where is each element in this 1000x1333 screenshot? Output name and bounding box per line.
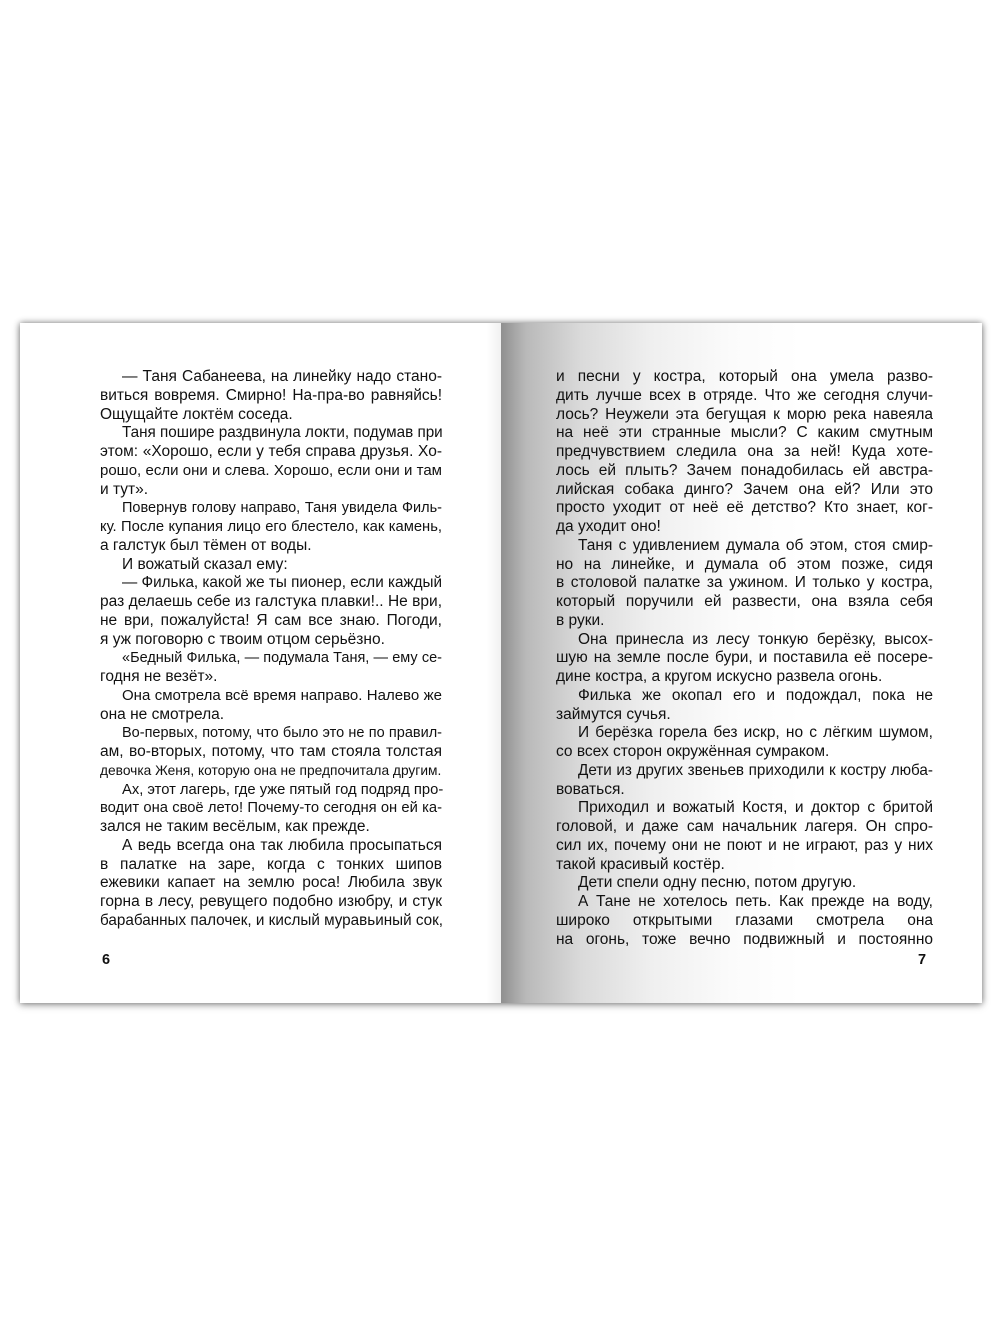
text-line: Дети спели одну песню, потом другую. bbox=[578, 874, 857, 892]
text-line: лийская собака динго? Зачем она ей? Или это bbox=[556, 480, 933, 498]
text-line: раз делаешь себе из галстука плавки!.. Не ври, bbox=[100, 593, 442, 610]
text-line: просто уходит от неё её детство? Кто знает, ког- bbox=[556, 499, 933, 517]
text-line: на огонь, тоже вечно подвижный и постоянно bbox=[556, 930, 933, 948]
text-line: а галстук был тёмен от воды. bbox=[100, 536, 312, 554]
text-line: головой, и даже сам начальник лагеря. Он спро- bbox=[556, 818, 933, 835]
text-line: А Тане не хотелось петь. Как прежде на воду, bbox=[578, 893, 933, 910]
text-line: — Филька, какой же ты пионер, если каждый bbox=[122, 574, 443, 592]
text-line: дить лучше всех в отряде. Что же сегодня случи- bbox=[556, 386, 933, 404]
text-line: зался не таким весёлым, как прежде. bbox=[100, 818, 370, 835]
open-book-spread bbox=[20, 323, 982, 1003]
text-line: девочка Женя, которую она не предпочитала другим. bbox=[100, 762, 442, 778]
text-line: и песни у костра, который она умела разво- bbox=[556, 368, 933, 385]
text-line: Таня с удивлением думала об этом, стоя смир- bbox=[578, 536, 933, 554]
gutter-shadow bbox=[486, 323, 501, 1003]
text-line: я уж поговорю с твоим отцом серьёзно. bbox=[100, 630, 385, 648]
text-line: Филька же окопал его и подождал, пока не bbox=[578, 686, 933, 704]
text-line: А ведь всегда она так любила просыпаться bbox=[122, 836, 442, 854]
text-line: годня не везёт». bbox=[100, 668, 218, 685]
text-line: горна в лесу, ревущего подобно изюбру, и стук bbox=[100, 893, 442, 910]
text-line: дине костра, а кругом искусно развела огонь. bbox=[556, 668, 883, 685]
text-line: Повернув голову направо, Таня увидела Филь- bbox=[122, 500, 442, 517]
right-page-text bbox=[556, 368, 933, 949]
text-line: этом: «Хорошо, если у тебя справа друзья. Хо- bbox=[100, 443, 442, 460]
right-page-number: 7 bbox=[918, 952, 927, 968]
text-line: Ах, этот лагерь, где уже пятый год подряд про- bbox=[122, 781, 444, 798]
text-line: шую на земле после бури, и поставила её посере- bbox=[556, 649, 933, 667]
text-line: «Бедный Филька, — подумала Таня, — ему се- bbox=[122, 650, 442, 667]
text-line: такой красивый костёр. bbox=[556, 855, 725, 873]
text-line: в палатке на заре, когда с тонких шипов bbox=[100, 855, 442, 873]
text-line: Она смотрела всё время направо. Налево же bbox=[122, 686, 442, 704]
left-page-number: 6 bbox=[102, 952, 111, 968]
text-line: водит она своё лето! Почему-то сегодня он ей ка- bbox=[100, 800, 442, 817]
text-line: ку. После купания лицо его блестело, как камень, bbox=[100, 519, 442, 535]
text-line: Ощущайте локтём соседа. bbox=[100, 405, 293, 423]
text-line: Дети из других звеньев приходили к костру люба- bbox=[578, 761, 933, 779]
left-page-text bbox=[100, 368, 442, 931]
text-line: предчувствием следила она за ней! Куда хоте- bbox=[556, 443, 933, 460]
text-line: лось ей плыть? Зачем понадобилась ей австра- bbox=[556, 461, 933, 479]
text-line: И берёзка горела без искр, но с лёгким шумом, bbox=[578, 724, 933, 742]
text-line: да уходит оно! bbox=[556, 518, 661, 535]
text-line: и тут». bbox=[100, 480, 149, 498]
text-line: но на линейке, и думала об этом позже, сидя bbox=[556, 555, 933, 573]
text-line: Таня пошире раздвинула локти, подумав при bbox=[122, 424, 443, 442]
text-line: — Таня Сабанеева, на линейку надо стано- bbox=[122, 368, 442, 385]
text-line: рошо, если они и слева. Хорошо, если они и там bbox=[100, 461, 442, 479]
text-line: со всех сторон окружённая сумраком. bbox=[556, 743, 830, 760]
text-line: лось? Неужели эта бегущая к морю река навеяла bbox=[556, 405, 933, 423]
text-line: Она принесла из лесу тонкую берёзку, высох- bbox=[578, 630, 933, 648]
text-line: Во-первых, потому, что было это не по правил- bbox=[122, 725, 442, 742]
text-line: Приходил и вожатый Костя, и доктор с бритой bbox=[578, 799, 933, 817]
right-page bbox=[501, 323, 982, 1003]
text-line: виться вовремя. Смирно! На-пра-во равняйсь! bbox=[100, 386, 442, 404]
text-line: И вожатый сказал ему: bbox=[122, 555, 288, 573]
text-line: который поручили ей развести, она взяла себя bbox=[556, 593, 933, 610]
text-line: сил их, почему они не поют и не играют, раз у них bbox=[556, 836, 933, 854]
text-line: широко открытыми глазами смотрела она bbox=[556, 911, 933, 929]
text-line: займутся сучья. bbox=[556, 705, 671, 723]
text-line: не ври, пожалуйста! Я сам все знаю. Погоди, bbox=[100, 611, 442, 629]
text-line: в столовой палатке за ужином. И только у костра, bbox=[556, 574, 933, 592]
text-line: ам, во-вторых, потому, что там стояла толстая bbox=[100, 743, 442, 760]
text-line: воваться. bbox=[556, 780, 625, 798]
text-line: в руки. bbox=[556, 611, 605, 629]
text-line: она не смотрела. bbox=[100, 705, 225, 723]
text-line: барабанных палочек, и кислый муравьиный сок, bbox=[100, 911, 444, 929]
text-line: ежевики капает на землю роса! Любила звук bbox=[100, 874, 442, 892]
left-page bbox=[20, 323, 501, 1003]
text-line: на неё эти странные мысли? С каким смутным bbox=[556, 424, 933, 442]
